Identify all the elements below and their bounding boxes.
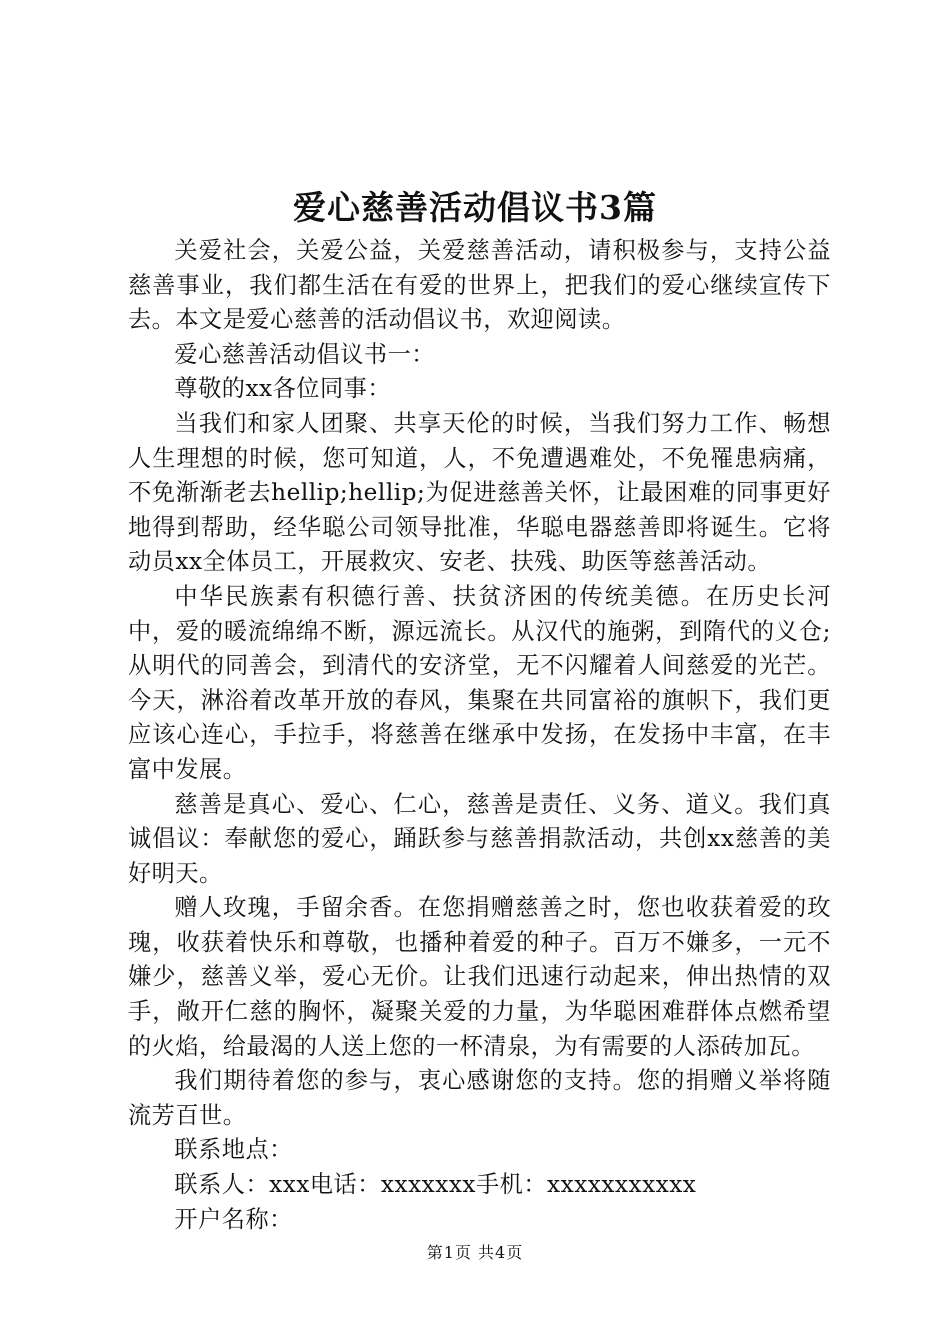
body-paragraph: 我们期待着您的参与，衷心感谢您的支持。您的捐赠义举将随流芳百世。 <box>128 1067 831 1129</box>
page-number-footer: 第1页 共4页 <box>426 1243 524 1262</box>
body-paragraph: 当我们和家人团聚、共享天伦的时候，当我们努力工作、畅想人生理想的时候，您可知道，人，不免遭遇难处，不免罹患病痛，不免渐渐老去hellip;hellip;为促进慈善关怀，让最困难的同事更好地得到帮助，经华聪公司领导批准，华聪电器慈善即将诞生。它将动员xx全体员工，开展救灾、安老、扶残、助医等慈善活动。 <box>128 409 831 576</box>
account-name: 开户名称： <box>174 1205 293 1233</box>
contact-location: 联系地点： <box>174 1136 293 1164</box>
document-title: 爱心慈善活动倡议书3篇 <box>293 188 657 227</box>
body-paragraph: 赠人玫瑰，手留余香。在您捐赠慈善之时，您也收获着爱的玫瑰，收获着快乐和尊敬，也播种着爱的种子。百万不嫌多，一元不嫌少，慈善义举，爱心无价。让我们迅速行动起来，伸出热情的双手，敞开仁慈的胸怀，凝聚关爱的力量，为华聪困难群体点燃希望的火焰，给最渴的人送上您的一杯清泉，为有需要的人添砖加瓦。 <box>128 894 831 1060</box>
document-body <box>128 234 831 1237</box>
section-heading: 爱心慈善活动倡议书一： <box>174 340 435 368</box>
intro-paragraph: 关爱社会，关爱公益，关爱慈善活动，请积极参与，支持公益慈善事业，我们都生活在有爱的世界上，把我们的爱心继续宣传下去。本文是爱心慈善的活动倡议书，欢迎阅读。 <box>128 237 831 334</box>
body-paragraph: 中华民族素有积德行善、扶贫济困的传统美德。在历史长河中，爱的暖流绵绵不断，源远流长。从汉代的施粥，到隋代的义仓;从明代的同善会，到清代的安济堂，无不闪耀着人间慈爱的光芒。今天，淋浴着改革开放的春风，集聚在共同富裕的旗帜下，我们更应该心连心，手拉手，将慈善在继承中发扬，在发扬中丰富，在丰富中发展。 <box>128 582 831 783</box>
body-paragraph: 慈善是真心、爱心、仁心，慈善是责任、义务、道义。我们真诚倡议：奉献您的爱心，踊跃参与慈善捐款活动，共创xx慈善的美好明天。 <box>128 790 831 887</box>
salutation: 尊敬的xx各位同事： <box>174 375 392 403</box>
contact-person: 联系人：xxx电话：xxxxxxx手机：xxxxxxxxxxx <box>174 1171 697 1199</box>
